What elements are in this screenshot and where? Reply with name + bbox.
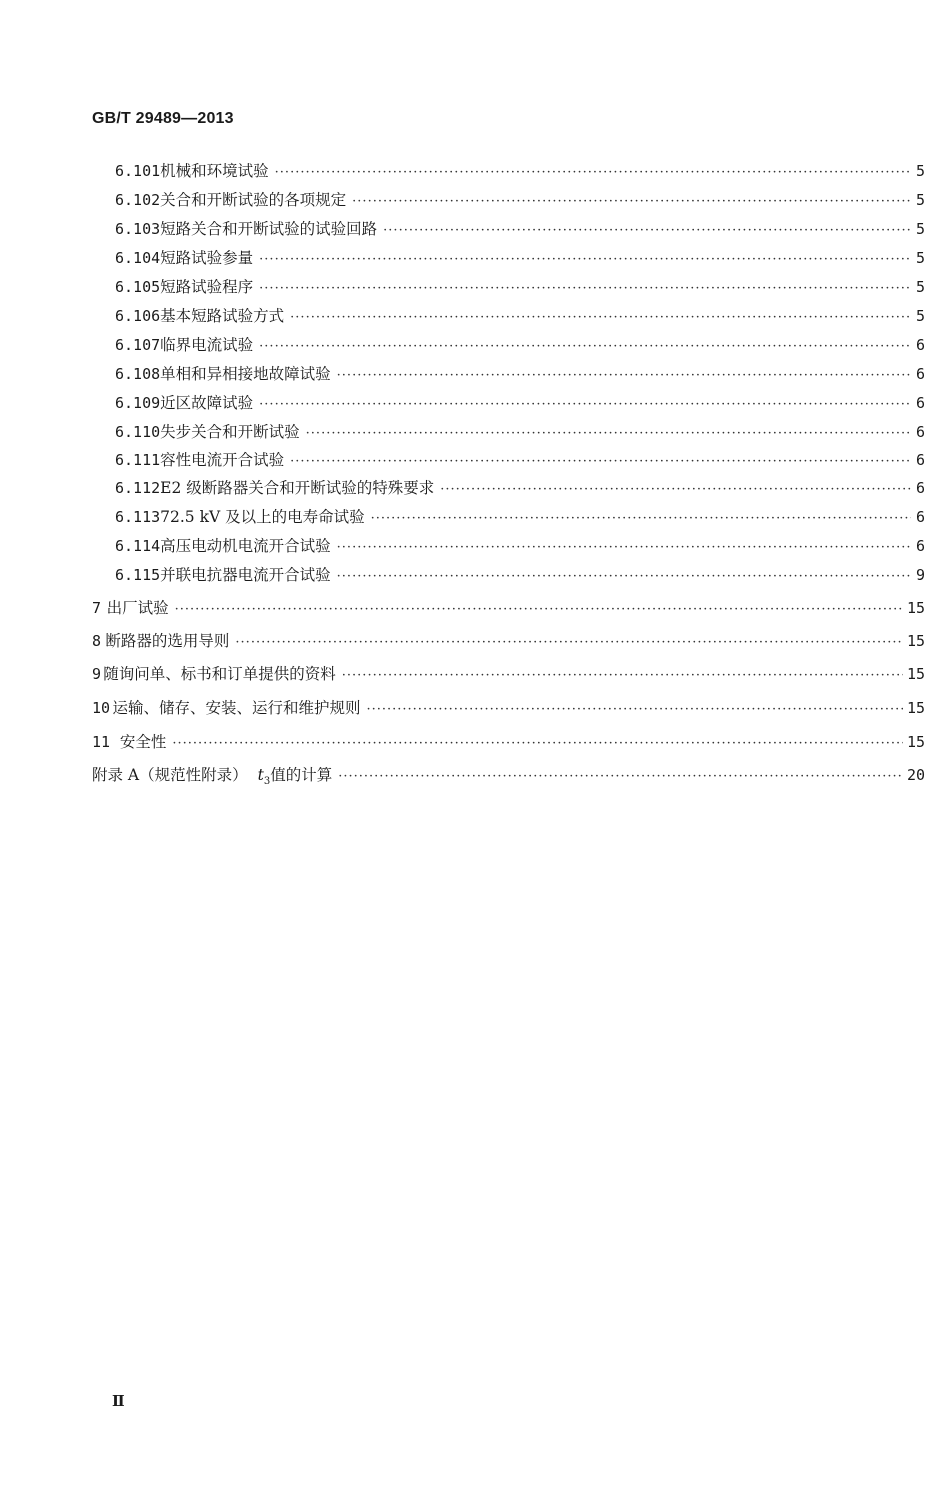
toc-entry-number: 6.114 [115,537,161,555]
toc-entry[interactable] [92,730,925,754]
toc-entry[interactable] [115,159,925,183]
toc-entry-number: 6.113 [115,508,161,526]
annex-title [258,763,333,794]
leader-dots [383,219,911,243]
toc-entry-title: 临界电流试验 [160,336,254,354]
toc-entry-page: 6 [915,479,925,497]
toc-entry-number: 6.112 [115,479,161,497]
leader-dots [306,422,911,446]
toc-entry-page: 6 [915,537,925,555]
leader-dots [337,364,911,388]
toc-entry-number: 10 [92,699,111,717]
leader-dots [259,393,911,417]
toc-entry-page: 5 [915,307,925,325]
toc-entry-page: 15 [906,733,925,751]
toc-entry-title: 关合和开断试验的各项规定 [160,191,347,209]
toc-entry-number: 11 [92,733,111,751]
toc-entry-title: 72.5 kV 及以上的电寿命试验 [160,508,365,526]
toc-entry[interactable] [115,563,925,587]
toc-entry-title: 短路关合和开断试验的试验回路 [160,220,378,238]
toc-entry-title: 短路试验程序 [160,278,254,296]
toc-entry[interactable] [92,596,925,620]
standard-id-header: GB/T 29489—2013 [92,110,234,127]
toc-entry[interactable] [92,662,925,686]
toc-entry-number: 6.107 [115,336,161,354]
leader-dots [235,631,903,655]
toc-entry-title: 高压电动机电流开合试验 [160,537,331,555]
toc-entry-page: 5 [915,249,925,267]
toc-entry-title: 单相和异相接地故障试验 [160,365,331,383]
leader-dots [290,306,911,330]
annex-variable: t [257,766,264,784]
toc-entry-page: 6 [915,451,925,469]
toc-entry-page: 5 [915,162,925,180]
toc-entry-page: 6 [915,508,925,526]
leader-dots [338,765,903,789]
toc-entry-title: 机械和环境试验 [160,162,269,180]
toc-entry-number: 6.101 [115,162,161,180]
toc-entry-title: 短路试验参量 [160,249,254,267]
toc-entry-page: 15 [906,632,925,650]
toc-entry-page: 6 [915,423,925,441]
toc-entry-number: 6.108 [115,365,161,383]
toc-entry[interactable] [115,476,925,500]
toc-entry-title: 断路器的选用导则 [105,632,230,650]
leader-dots [337,536,911,560]
toc-entry-number: 6.103 [115,220,161,238]
leader-dots [290,450,911,474]
leader-dots [259,335,911,359]
toc-entry-number: 6.109 [115,394,161,412]
toc-entry-title: 失步关合和开断试验 [160,423,300,441]
leader-dots [440,478,911,502]
leader-dots [352,190,911,214]
toc-entry-title: E2 级断路器关合和开断试验的特殊要求 [160,479,435,497]
leader-dots [275,161,911,185]
leader-dots [259,248,911,272]
toc-entry-page: 15 [906,599,925,617]
toc-entry-number: 6.102 [115,191,161,209]
leader-dots [342,664,903,688]
leader-dots [175,598,903,622]
toc-entry-title: 近区故障试验 [160,394,254,412]
toc-entry[interactable] [115,505,925,529]
toc-entry-title: 出厂试验 [106,599,169,617]
toc-entry-number: 6.111 [115,451,161,469]
leader-dots [337,565,911,589]
annex-label: 附录 A（规范性附录） [92,766,248,784]
toc-entry-page: 9 [915,566,925,584]
toc-entry[interactable] [115,391,925,415]
toc-entry[interactable] [115,362,925,386]
toc-entry-title: 基本短路试验方式 [160,307,285,325]
toc-entry-page: 20 [906,766,925,784]
annex-title-text: 值的计算 [270,766,333,784]
toc-entry-page: 15 [906,665,925,683]
toc-entry-number: 6.110 [115,423,161,441]
toc-entry-title: 并联电抗器电流开合试验 [160,566,331,584]
toc-entry[interactable] [115,188,925,212]
toc-entry-page: 6 [915,365,925,383]
toc-entry-number: 6.106 [115,307,161,325]
toc-entry-number: 6.104 [115,249,161,267]
annex-variable-subscript: 3 [263,776,271,788]
toc-entry[interactable] [115,420,925,444]
toc-entry-title: 容性电流开合试验 [160,451,285,469]
toc-entry-number: 8 [92,632,102,650]
page-number: Ⅱ [112,1394,125,1410]
leader-dots [259,277,911,301]
toc-entry[interactable] [115,534,925,558]
toc-entry[interactable] [115,275,925,299]
toc-entry-number: 7 [92,599,102,617]
toc-entry-number: 6.105 [115,278,161,296]
leader-dots [371,507,911,531]
toc-entry-title: 随询问单、标书和订单提供的资料 [103,665,336,683]
toc-entry-number: 9 [92,665,102,683]
toc-entry-page: 5 [915,278,925,296]
toc-entry[interactable] [92,629,925,653]
toc-entry[interactable] [115,217,925,241]
toc-entry[interactable] [115,304,925,328]
toc-entry[interactable] [92,696,925,720]
toc-entry-title: 安全性 [119,733,167,751]
toc-entry[interactable] [115,333,925,357]
toc-entry-page: 5 [915,220,925,238]
leader-dots [366,698,902,722]
toc-entry-title: 运输、储存、安装、运行和维护规则 [112,699,361,717]
toc-entry-number: 6.115 [115,566,161,584]
toc-entry-page: 6 [915,336,925,354]
toc-entry-annex[interactable] [92,763,925,787]
toc-entry-page: 15 [906,699,925,717]
leader-dots [172,732,903,756]
toc-entry[interactable] [115,448,925,472]
toc-entry-page: 6 [915,394,925,412]
toc-entry[interactable] [115,246,925,270]
toc-entry-page: 5 [915,191,925,209]
